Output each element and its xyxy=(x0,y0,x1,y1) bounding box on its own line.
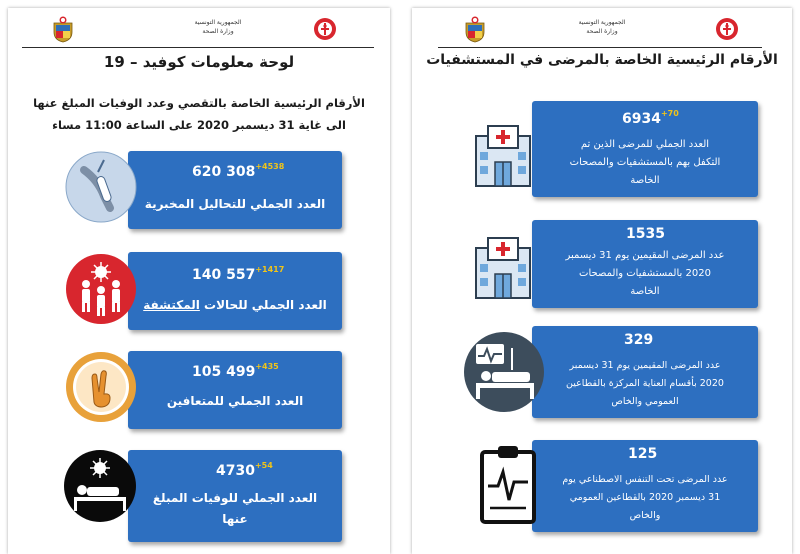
icu-patients-number: 329 xyxy=(624,332,654,348)
lab-tests-label: العدد الجملي للتحاليل المخبرية xyxy=(144,197,326,211)
ministry-emblem-icon xyxy=(712,14,742,44)
ministry-label: وزارة الصحة xyxy=(202,28,234,35)
hospitalized-total-card xyxy=(532,101,758,197)
lab-tests-value xyxy=(192,162,284,180)
header-title xyxy=(158,18,278,36)
victory-hand-icon xyxy=(64,350,138,424)
hospitalized-current-number: 1535 xyxy=(626,226,665,242)
detected-cases-label xyxy=(128,294,342,316)
people-virus-icon xyxy=(64,252,138,326)
hospitalized-current-value xyxy=(626,226,665,242)
hospitalized-total-delta: +70 xyxy=(660,109,679,118)
lab-test-icon xyxy=(64,150,138,224)
header-divider xyxy=(22,47,374,48)
icu-patients-card xyxy=(532,326,758,418)
deaths-card xyxy=(128,450,342,542)
lab-tests-card xyxy=(128,151,342,229)
ventilated-patients-value xyxy=(628,446,657,462)
republic-label: الجمهورية التونسية xyxy=(194,19,242,26)
lab-tests-delta: +4538 xyxy=(255,162,285,171)
icu-patients-line-2: 2020 بأقسام العناية المركزة بالقطاعين xyxy=(566,378,724,389)
recovered-value xyxy=(192,362,279,380)
header-title xyxy=(542,18,662,36)
hospitalized-current-line-1: عدد المرضى المقيمين يوم 31 ديسمبر xyxy=(565,250,725,261)
icu-patients-line-1: عدد المرضى المقيمين يوم 31 ديسمبر xyxy=(569,360,721,371)
deaths-label-line-1: العدد الجملي للوفيات المبلغ xyxy=(152,491,318,505)
detected-cases-delta: +1417 xyxy=(255,265,285,274)
hospitalized-total-line-3: الخاصة xyxy=(630,175,660,186)
ventilated-patients-line-2: 31 ديسمبر 2020 بالقطاعين العمومي xyxy=(569,492,721,503)
recovered-number: 105 499 xyxy=(192,364,256,380)
ventilated-patients-number: 125 xyxy=(628,446,658,462)
page-title: الأرقام الرئيسية الخاصة بالمرضى في المستشفيات xyxy=(426,52,778,68)
republic-label: الجمهورية التونسية xyxy=(578,19,626,26)
detected-cases-card xyxy=(128,252,342,330)
deaths-delta: +54 xyxy=(254,461,273,470)
page-title: لوحة معلومات كوفيد – 19 xyxy=(103,53,295,71)
ministry-label: وزارة الصحة xyxy=(586,28,618,35)
right-page xyxy=(412,8,792,554)
detected-cases-value xyxy=(192,265,284,283)
lab-tests-number: 620 308 xyxy=(192,164,256,180)
hospital-icon xyxy=(470,122,536,188)
hospitalized-current-card xyxy=(532,220,758,308)
subtitle-line-1: الأرقام الرئيسية الخاصة بالتقصي وعدد الوفيات المبلغ عنها xyxy=(33,96,365,110)
icu-patients-line-3: العمومي والخاص xyxy=(611,396,679,407)
hospitalized-total-line-1: العدد الجملي للمرضى الذين تم xyxy=(580,139,710,150)
medical-chart-icon xyxy=(476,442,540,526)
recovered-card xyxy=(128,351,342,429)
hospitalized-total-number: 6934 xyxy=(622,111,661,127)
coat-of-arms-icon xyxy=(48,14,78,44)
header-divider xyxy=(438,47,762,48)
ventilated-patients-line-3: والخاص xyxy=(629,510,661,521)
detected-cases-label-main: العدد الجملي للحالات xyxy=(199,298,327,312)
deceased-patient-icon xyxy=(62,448,138,524)
deaths-number: 4730 xyxy=(216,463,255,479)
recovered-label: العدد الجملي للمتعافين xyxy=(166,394,304,408)
hospital-icon xyxy=(470,234,536,300)
hospitalized-total-value xyxy=(622,109,679,127)
hospitalized-current-line-3: الخاصة xyxy=(630,286,660,297)
left-page xyxy=(8,8,390,554)
icu-patients-value xyxy=(624,332,653,348)
ventilated-patients-line-1: عدد المرضى تحت التنفس الاصطناعي يوم xyxy=(562,474,728,485)
subtitle-line-2: الى غاية 31 ديسمبر 2020 على الساعة 11:00 مساء xyxy=(52,118,346,132)
deaths-label-line-2: عنها xyxy=(222,512,248,526)
recovered-delta: +435 xyxy=(255,362,279,371)
deaths-value xyxy=(216,461,273,479)
detected-cases-label-underlined: المكتشفة xyxy=(143,298,200,312)
ventilated-patients-card xyxy=(532,440,758,532)
ministry-emblem-icon xyxy=(310,14,340,44)
detected-cases-number: 140 557 xyxy=(192,267,256,283)
icu-bed-icon xyxy=(462,330,546,414)
coat-of-arms-icon xyxy=(460,14,490,44)
hospitalized-current-line-2: 2020 بالمستشفيات والمصحات xyxy=(579,268,711,279)
hospitalized-total-line-2: التكفل بهم بالمستشفيات والمصحات xyxy=(569,157,721,168)
